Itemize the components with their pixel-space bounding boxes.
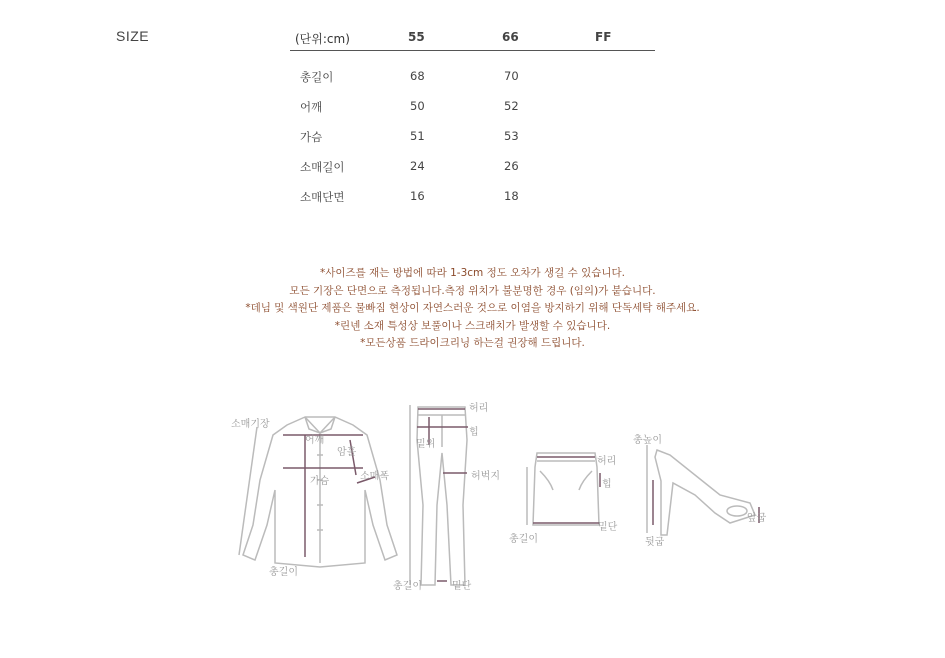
value-66: 70	[504, 69, 519, 83]
note-line: *린넨 소재 특성상 보풀이나 스크래치가 발생할 수 있습니다.	[334, 319, 611, 332]
row-label: 어깨	[300, 100, 323, 114]
note-line: *데님 및 색원단 제품은 물빠짐 현상이 자연스러운 것으로 이염을 방지하기 위해 단독세탁 해주세요.	[245, 302, 700, 314]
note-line: 모든 기장은 단면으로 측정됩니다.측정 위치가 불분명한 경우 (임의)가 붙습니다.	[289, 284, 656, 297]
label-shoe-front: 앞굽	[747, 513, 767, 524]
value-55: 50	[410, 99, 425, 113]
note-line: *사이즈를 재는 방법에 따라 1-3cm 정도 오차가 생길 수 있습니다.	[319, 267, 626, 279]
label-pants-length: 총길이	[393, 581, 422, 592]
label-skirt-waist: 허리	[597, 456, 617, 467]
size-title: SIZE	[116, 28, 150, 44]
label-pants-waist: 허리	[469, 403, 489, 414]
row-label: 가슴	[300, 130, 323, 144]
shoe-icon	[655, 450, 755, 535]
label-shoe-heel: 뒷굽	[645, 537, 665, 548]
row-label: 소매길이	[300, 160, 345, 174]
row-label: 총길이	[300, 70, 334, 84]
skirt-icon	[533, 453, 599, 525]
column-ff: FF	[595, 30, 612, 44]
value-55: 24	[410, 159, 425, 173]
size-table-header	[290, 28, 655, 51]
label-skirt-hem: 밑단	[598, 522, 618, 533]
shirt-sleeve-length-line	[239, 427, 257, 555]
pants-icon	[417, 407, 467, 585]
label-pants-rise: 밑위	[416, 439, 436, 450]
value-66: 26	[504, 159, 519, 173]
label-sleeve-width: 소매폭	[360, 471, 389, 482]
label-sleeve-length: 소매기장	[231, 419, 270, 430]
label-shirt-length: 총길이	[269, 567, 298, 578]
label-pants-hip: 힙	[469, 427, 479, 438]
value-55: 16	[410, 189, 425, 203]
label-skirt-length: 총길이	[509, 534, 538, 545]
care-notes	[0, 265, 945, 353]
label-armhole: 암홀	[337, 447, 357, 458]
value-66: 52	[504, 99, 519, 113]
label-pants-thigh: 허벅지	[471, 471, 500, 482]
garment-illustrations	[225, 395, 785, 595]
skirt-measure-lines	[533, 457, 600, 523]
column-55: 55	[408, 30, 425, 44]
shirt-measure-lines	[283, 435, 375, 557]
value-66: 18	[504, 189, 519, 203]
label-pants-hem: 밑단	[452, 581, 472, 592]
value-55: 51	[410, 129, 425, 143]
note-line: *모든상품 드라이크리닝 하는걸 권장해 드립니다.	[360, 337, 585, 349]
value-55: 68	[410, 69, 425, 83]
label-chest: 가슴	[310, 476, 330, 487]
row-label: 소매단면	[300, 190, 345, 204]
label-shoulder: 어깨	[305, 435, 325, 446]
column-66: 66	[502, 30, 519, 44]
unit-label: (단위:cm)	[295, 32, 350, 46]
label-skirt-hip: 힙	[602, 479, 612, 490]
measurement-diagram	[225, 395, 785, 595]
label-shoe-height: 총높이	[633, 435, 662, 446]
value-66: 53	[504, 129, 519, 143]
